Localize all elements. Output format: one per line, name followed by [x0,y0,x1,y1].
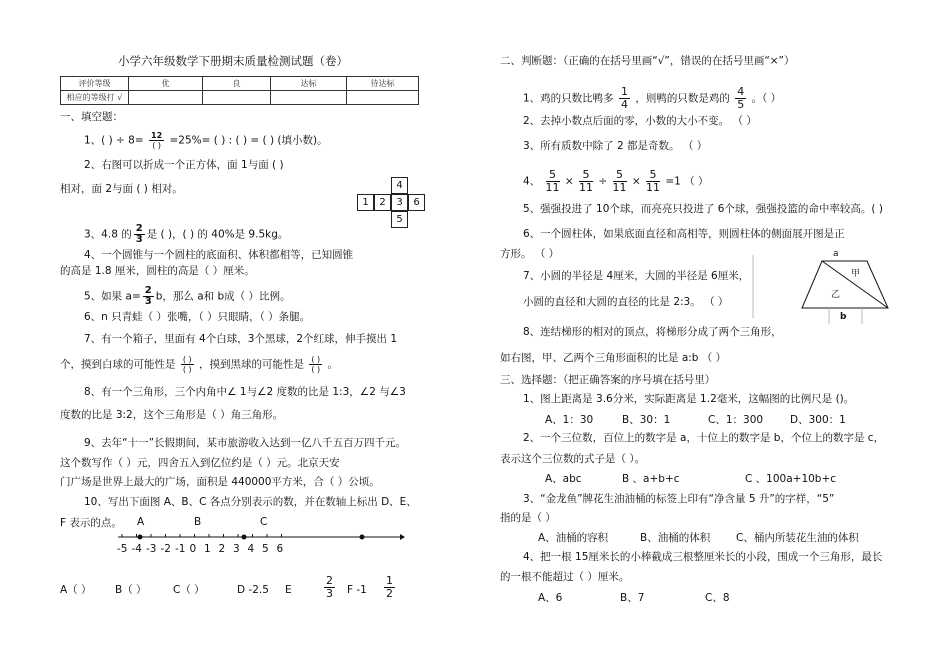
question-2-line2: 相对，面 2与面 ( ) 相对。 [60,183,183,195]
cube-face: 2 [374,194,391,211]
answer-f: F -1 [347,584,367,596]
choice-1-opt-a: A、1：30 [545,414,594,426]
choice-4-opt-b: B、7 [620,592,645,604]
judge-5: 5、强强投进了 10个球，而亮亮只投进了 6个球，强强投篮的命中率较高。( ) [523,203,883,215]
trapezoid-label-a: a [833,249,839,259]
number-line-tick-label: 0 [189,543,197,555]
cube-face: 3 [391,194,408,211]
fraction-e: $\frac{2}{3}$ [326,574,333,600]
grade-header: 良 [203,77,271,91]
question-8-line1: 8、有一个三角形，三个内角中∠ 1与∠2 度数的比是 1:3，∠2 与∠3 [84,386,406,398]
grade-header: 达标 [271,77,347,91]
fraction: $\frac{5}{11}$ [612,168,627,194]
choice-2-opt-a: A、abc [545,473,582,485]
fraction: $\frac{5}{11}$ [579,168,594,194]
choice-4-line2: 的一根不能超过（ ）厘米。 [500,571,630,583]
judge-8-line2: 如右图，甲、乙两个三角形面积的比是 a:b （ ） [500,352,727,364]
judge-6-line1: 6、一个圆柱体，如果底面直径和高相等，则圆柱体的侧面展开图是正 [523,228,845,240]
question-1: 1、( ) ÷ 8= $\frac{12}{( )}$ =25%= ( ) : ( ) = ( ) (填小数)。 [84,131,328,150]
fraction: $\frac{2}{3}$ [135,223,143,245]
number-line-tick-label: -4 [131,543,142,555]
question-6: 6、n 只青蛙（ ）张嘴，（ ）只眼睛，（ ）条腿。 [84,311,311,323]
answer-b: B（ ） [115,584,147,596]
fraction: $\frac{5}{11}$ [545,168,560,194]
choice-3-opt-c: C、桶内所装花生油的体积 [736,532,859,544]
fraction: $\frac{( )}{( )}$ [182,355,192,374]
choice-2-line1: 2、一个三位数，百位上的数字是 a，十位上的数字是 b，个位上的数字是 c， [523,432,885,444]
choice-2-line2: 表示这个三位数的式子是（ ）。 [500,453,646,465]
question-3: 3、4.8 的 $\frac{2}{3}$ 是 ( )，( ) 的 40%是 9.5kg。 [84,223,289,245]
judge-6-line2: 方形。 （ ） [500,248,560,260]
judge-2: 2、去掉小数点后面的零，小数的大小不变。 （ ） [523,115,757,127]
fraction: $\frac{12}{( )}$ [151,131,163,150]
point-label-c: C [260,516,268,528]
choice-3-opt-a: A、油桶的容积 [538,532,609,544]
fraction: $\frac{4}{5}$ [737,85,745,111]
question-4-line2: 的高是 1.8 厘米，圆柱的高是（ ）厘米。 [60,265,255,277]
choice-4-opt-c: C、8 [705,592,730,604]
choice-3-opt-b: B、油桶的体积 [640,532,711,544]
fraction: $\frac{5}{11}$ [646,168,661,194]
question-10-line1: 10、写出下面图 A、B、C 各点分别表示的数，并在数轴上标出 D、E、 [84,496,417,508]
number-line-tick-label: 5 [262,543,269,555]
section-fill-blank: 一、填空题： [60,111,123,123]
number-line-tick-label: 2 [218,543,226,555]
answer-d: D -2.5 [237,584,269,596]
number-line-tick-label: 3 [233,543,240,555]
choice-1-opt-c: C、1：300 [708,414,764,426]
number-line-tick-label: 1 [204,543,211,555]
question-9-line1: 9、去年“十一”长假期间，某市旅游收入达到一亿八千五百万四千元。 [84,437,407,449]
section-true-false: 二、判断题：（正确的在括号里画“√”，错误的在括号里画“×”） [500,55,795,67]
cube-face: 5 [391,211,408,228]
choice-4-opt-a: A、6 [538,592,563,604]
number-line-tick-label: 4 [247,543,255,555]
answer-c: C（ ） [173,584,205,596]
question-4-line1: 4、一个圆锥与一个圆柱的底面积、体积都相等，已知圆锥 [84,249,354,261]
grade-header: 优 [129,77,203,91]
trapezoid-label-yi: 乙 [831,290,841,300]
fraction: $\frac{2}{3}$ [144,285,152,307]
cube-face: 6 [408,194,425,211]
section-choice: 三、选择题：（把正确答案的序号填在括号里） [500,374,716,386]
judge-7-line2: 小圆的直径和大圆的直径的比是 2:3。 （ ） [523,296,729,308]
choice-2-opt-c: C 、100a+10b+c [745,473,837,485]
choice-3-line2: 指的是（ ） [500,512,556,524]
question-7-line2: 个，摸到白球的可能性是 $\frac{( )}{( )}$ ，摸到黑球的可能性是 $\frac{( )}{( )}$ 。 [60,355,338,374]
question-9-line2: 这个数写作（ ）元，四舍五入到亿位约是（ ）元。北京天安 [60,457,340,469]
question-8-line2: 度数的比是 3:2，这个三角形是（ ）角三角形。 [60,409,284,421]
grade-header: 待达标 [347,77,419,91]
fraction-f: $\frac{1}{2}$ [386,574,393,600]
cube-face: 1 [357,194,374,211]
judge-7-line1: 7、小圆的半径是 4厘米，大圆的半径是 6厘米， [523,270,750,282]
number-line-tick-label: 6 [276,543,284,555]
question-7-line1: 7、有一个箱子，里面有 4个白球，3个黑球，2个红球，伸手摸出 1 [84,333,398,345]
choice-1-opt-d: D、300：1 [790,414,846,426]
cube-face: 4 [391,177,408,194]
judge-4: 4、 $\frac{5}{11}$ × $\frac{5}{11}$ ÷ $\frac{5}{11}$ × $\frac{5}{11}$ =1 （ ） [523,168,709,194]
question-9-line3: 门广场是世界上最大的广场，面积是 440000平方米，合（ ）公顷。 [60,476,380,488]
fraction: $\frac{1}{4}$ [621,85,629,111]
point-label-a: A [137,516,145,528]
judge-1: 1、鸡的只数比鸭多 $\frac{1}{4}$ ，则鸭的只数是鸡的 $\frac{4}{5}$ 。（ ） [523,85,782,111]
answer-a: A（ ） [60,584,92,596]
judge-3: 3、所有质数中除了 2 都是奇数。 （ ） [523,140,708,152]
choice-3-line1: 3、“金龙鱼”牌花生油油桶的标签上印有“净含量 5 升”的字样，“5” [523,493,835,505]
number-line-tick-label: -5 [117,543,128,555]
question-2-line1: 2、右图可以折成一个正方体，面 1与面 ( ) [84,159,284,171]
exam-title: 小学六年级数学下册期末质量检测试题（卷） [118,54,348,68]
trapezoid-label-b: b [840,312,847,322]
choice-4-line1: 4、把一根 15厘米长的小棒截成三根整厘米长的小段，围成一个三角形，最长 [523,551,883,563]
judge-8-line1: 8、连结梯形的相对的顶点，将梯形分成了两个三角形， [523,326,782,338]
question-5: 5、如果 a= $\frac{2}{3}$ b，那么 a和 b成（ ）比例。 [84,285,291,307]
trapezoid-label-jia: 甲 [851,269,861,279]
grade-header: 评价等级 [61,77,129,91]
grade-row-label: 相应的等级打 √ [61,91,129,105]
question-10-line2: F 表示的点。 [60,517,122,529]
fraction: $\frac{( )}{( )}$ [311,355,321,374]
number-line-tick-label: -1 [175,543,186,555]
answer-e: E [285,584,292,596]
choice-1-opt-b: B、30：1 [622,414,671,426]
number-line-tick-label: -3 [146,543,157,555]
choice-2-opt-b: B 、a+b+c [622,473,680,485]
choice-1: 1、图上距离是 3.6分米，实际距离是 1.2毫米，这幅图的比例尺是 ()。 [523,393,855,405]
number-line-tick-label: -2 [160,543,171,555]
point-label-b: B [194,516,202,528]
